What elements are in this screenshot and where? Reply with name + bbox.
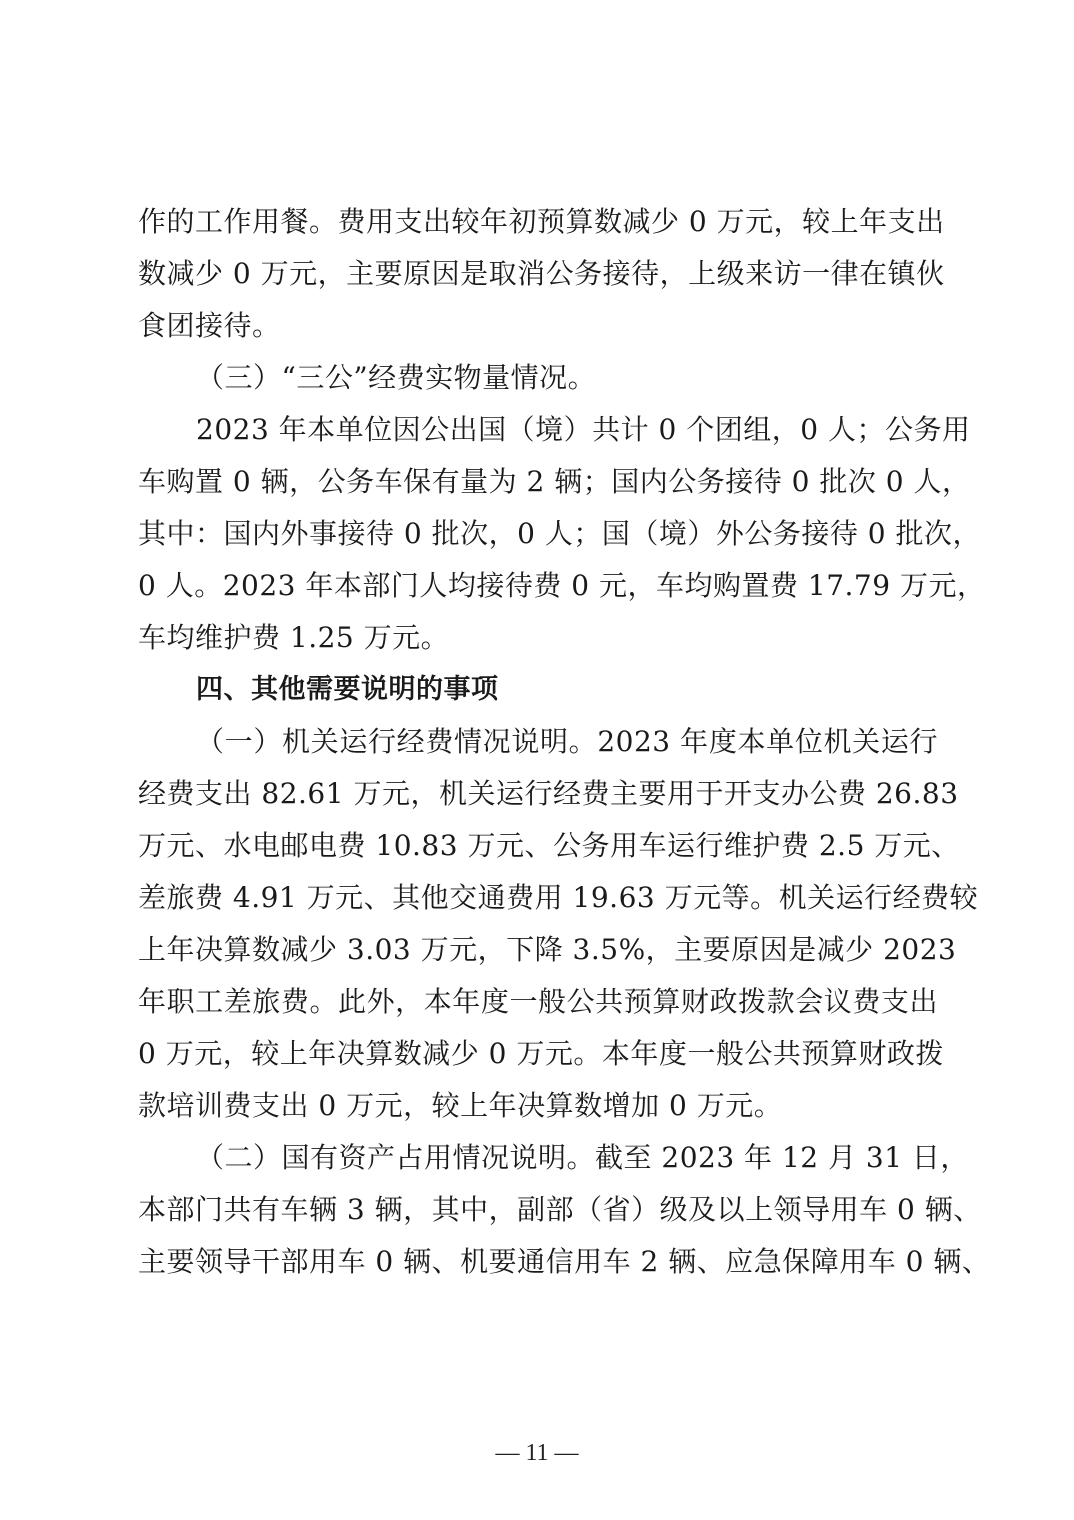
document-body [138,196,991,1288]
text-line: （一）机关运行经费情况说明。2023 年度本单位机关运行 [196,725,938,758]
text-line: （二）国有资产占用情况说明。截至 2023 年 12 月 31 日， [196,1141,969,1174]
text-line: 本部门共有车辆 3 辆，其中，副部（省）级及以上领导用车 0 辆、 [138,1193,982,1226]
text-line: 万元、水电邮电费 10.83 万元、公务用车运行维护费 2.5 万元、 [138,829,960,862]
text-line: 数减少 0 万元，主要原因是取消公务接待，上级来访一律在镇伙 [138,257,945,290]
section-subheading: （三）“三公”经费实物量情况。 [196,361,597,394]
text-line: 上年决算数减少 3.03 万元，下降 3.5%，主要原因是减少 2023 [138,933,957,966]
section-heading: 四、其他需要说明的事项 [196,674,499,705]
text-line: 车购置 0 辆，公务车保有量为 2 辆；国内公务接待 0 批次 0 人， [138,465,971,498]
text-line: 其中：国内外事接待 0 批次，0 人；国（境）外公务接待 0 批次， [138,517,981,550]
text-line: 款培训费支出 0 万元，较上年决算数增加 0 万元。 [138,1089,783,1122]
text-line: 食团接待。 [138,309,281,342]
text-line: 差旅费 4.91 万元、其他交通费用 19.63 万元等。机关运行经费较 [138,881,979,914]
text-line: 作的工作用餐。费用支出较年初预算数减少 0 万元，较上年支出 [138,205,945,238]
text-line: 主要领导干部用车 0 辆、机要通信用车 2 辆、应急保障用车 0 辆、 [138,1245,991,1278]
page-number: — 11 — [495,1440,579,1466]
text-line: 0 万元，较上年决算数减少 0 万元。本年度一般公共预算财政拨 [138,1037,944,1070]
text-line: 0 人。2023 年本部门人均接待费 0 元，车均购置费 17.79 万元， [138,569,986,602]
text-line: 2023 年本单位因公出国（境）共计 0 个团组，0 人；公务用 [196,413,971,446]
text-line: 年职工差旅费。此外，本年度一般公共预算财政拨款会议费支出 [138,985,938,1018]
text-line: 车均维护费 1.25 万元。 [138,621,450,654]
text-line: 经费支出 82.61 万元，机关运行经费主要用于开支办公费 26.83 [138,777,959,810]
